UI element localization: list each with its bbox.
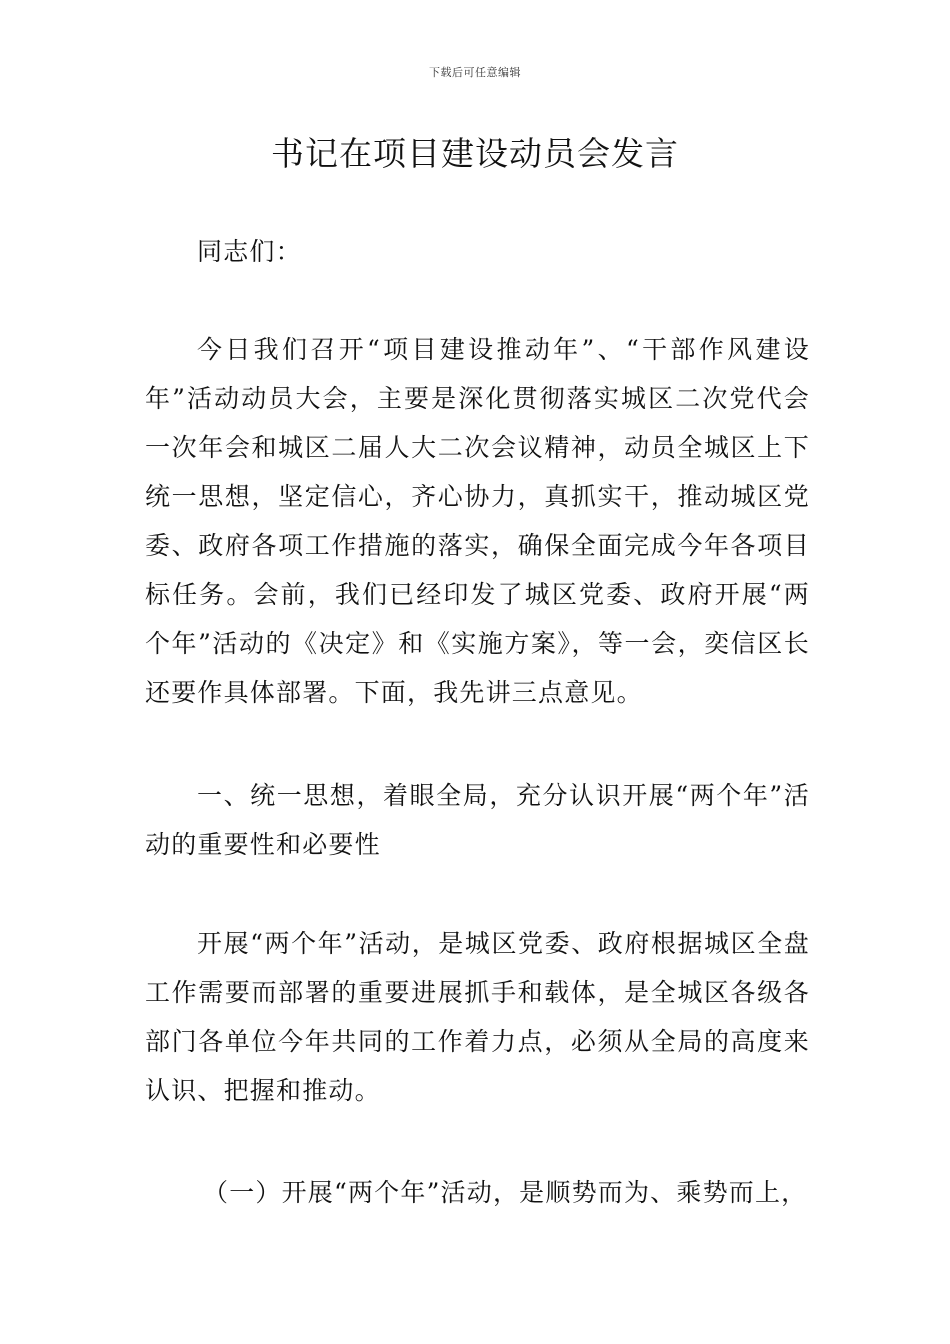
section-heading-1: 一、统一思想，着眼全局，充分认识开展“两个年”活动的重要性和必要性 [145, 781, 810, 859]
document-title: 书记在项目建设动员会发言 [271, 134, 679, 173]
intro-paragraph: 今日我们召开“项目建设推动年”、“干部作风建设年”活动动员大会，主要是深化贯彻落实城区二次党代会一次年会和城区二届人大二次会议精神，动员全城区上下统一思想，坚定信心，齐心协力，真抓实干，推动城区党委、政府各项工作措施的落实，确保全面完成今年各项目标任务。会前，我们已经印发了城区党委、政府开展“两个年”活动的《决定》和《实施方案》，等一会，奕信区长还要作具体部署。下面，我先讲三点意见。 [145, 335, 810, 707]
section-1-paragraph: 开展“两个年”活动，是城区党委、政府根据城区全盘工作需要而部署的重要进展抓手和载体，是全城区各级各部门各单位今年共同的工作着力点，必须从全局的高度来认识、把握和推动。 [145, 929, 810, 1105]
subsection-1-paragraph: （一）开展“两个年”活动，是顺势而为、乘势而上， [203, 1178, 808, 1207]
header-note: 下载后可任意编辑 [429, 66, 521, 79]
salutation: 同志们： [197, 237, 302, 266]
